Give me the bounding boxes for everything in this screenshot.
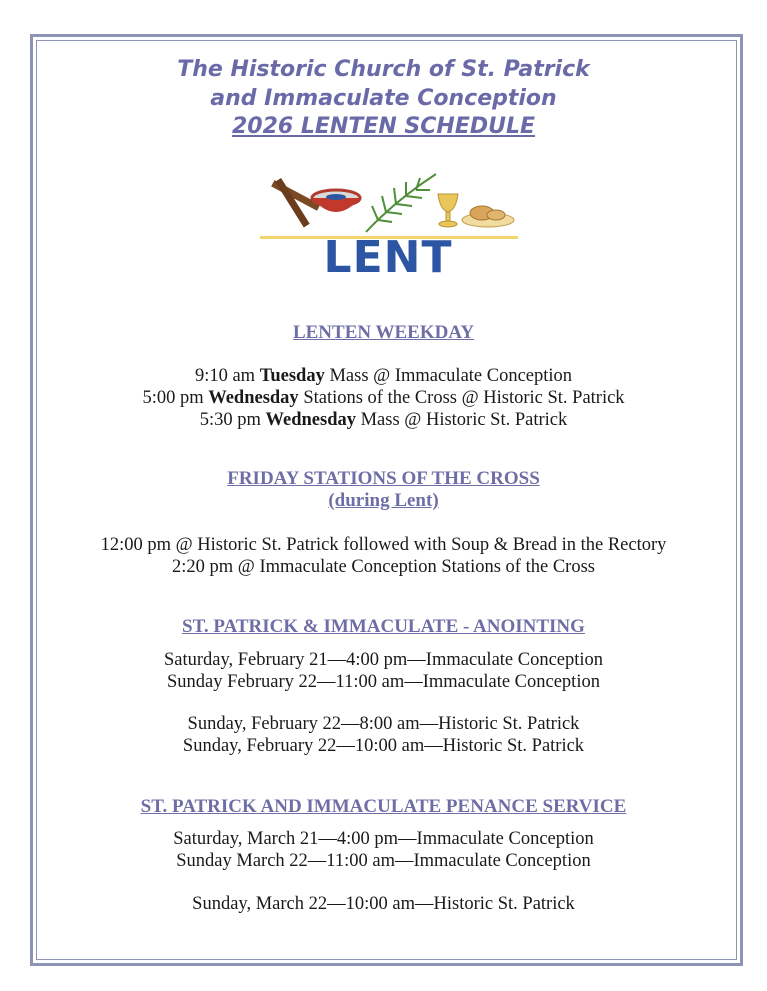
penance-item: Sunday March 22—11:00 am—Immaculate Conception (176, 851, 591, 871)
palm-branch-icon (366, 174, 436, 232)
penance-section-title: ST. PATRICK AND IMMACULATE PENANCE SERVICE (140, 796, 627, 817)
weekday-section-title: LENTEN WEEKDAY (292, 322, 475, 343)
chalice-icon (438, 194, 458, 227)
weekday-item: 5:00 pm Wednesday Stations of the Cross @ Historic St. Patrick (142, 388, 625, 408)
penance-item: Saturday, March 21—4:00 pm—Immaculate Conception (173, 829, 594, 849)
friday-item: 2:20 pm @ Immaculate Conception Stations of the Cross (172, 557, 595, 577)
friday-item: 12:00 pm @ Historic St. Patrick followed with Soup & Bread in the Rectory (100, 535, 667, 555)
anointing-item: Saturday, February 21—4:00 pm—Immaculate Conception (163, 650, 604, 670)
friday-section-title: FRIDAY STATIONS OF THE CROSS (227, 468, 540, 489)
schedule-title: 2026 LENTEN SCHEDULE (231, 114, 536, 139)
penance-item: Sunday, March 22—10:00 am—Historic St. Patrick (192, 894, 575, 914)
church-name-line2: and Immaculate Conception (210, 86, 557, 111)
anointing-item: Sunday, February 22—10:00 am—Historic St. Patrick (182, 736, 585, 756)
weekday-item: 9:10 am Tuesday Mass @ Immaculate Conception (194, 366, 573, 386)
friday-section-subtitle: (during Lent) (328, 490, 439, 511)
anointing-section-title: ST. PATRICK & IMMACULATE - ANOINTING (182, 616, 585, 637)
anointing-item: Sunday, February 22—8:00 am—Historic St. Patrick (187, 714, 580, 734)
weekday-item: 5:30 pm Wednesday Mass @ Historic St. Patrick (199, 410, 568, 430)
cross-icon (271, 178, 320, 228)
lent-logo-word: LENT (323, 232, 453, 283)
anointing-item: Sunday February 22—11:00 am—Immaculate Conception (167, 672, 600, 692)
church-name-line1: The Historic Church of St. Patrick (177, 57, 590, 82)
bread-icon (462, 206, 514, 227)
ash-bowl-icon (312, 190, 360, 212)
